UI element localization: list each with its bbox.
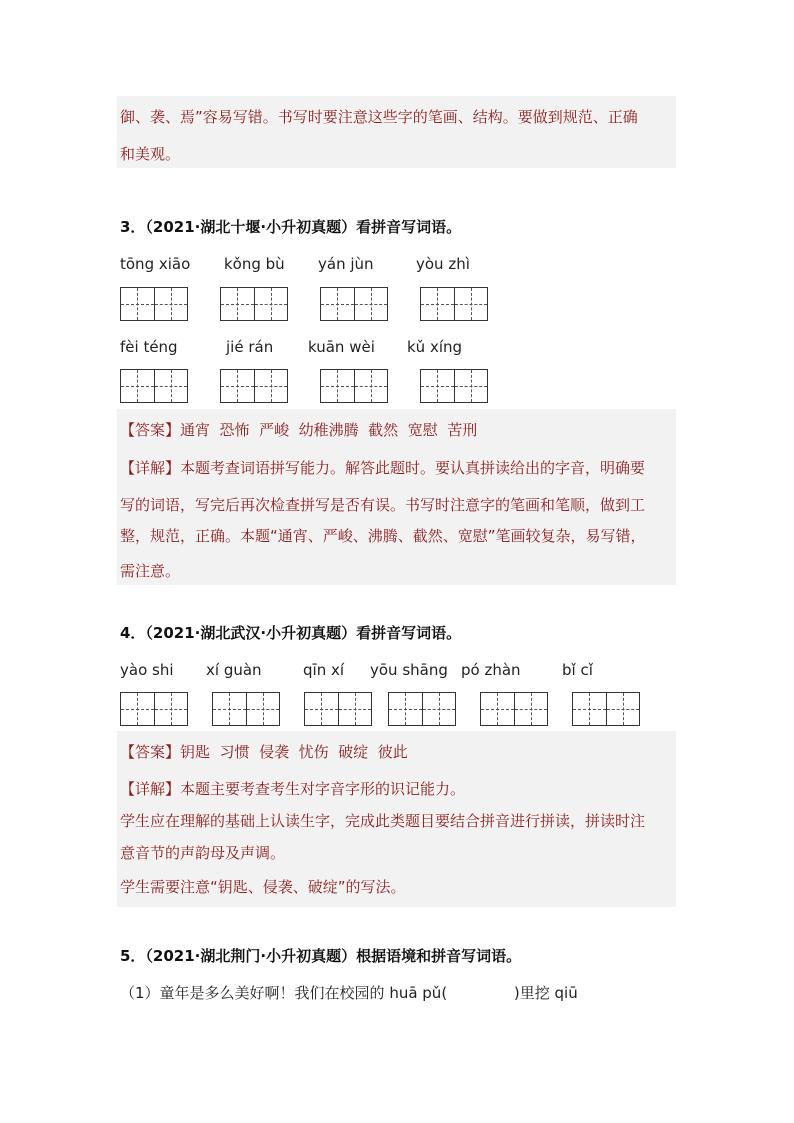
- pinyin-label: xí guàn: [206, 661, 262, 679]
- detail-line-3: 整，规范，正确。本题“通宵、严峻、沸腾、截然、宽慰”笔画较复杂，易写错，: [120, 527, 646, 545]
- detail-tag: 【详解】: [120, 459, 181, 477]
- detail-text: 本题考查词语拼写能力。解答此题时。要认真拼读给出的字音，明确要: [180, 459, 646, 477]
- pinyin-label: jié rán: [226, 338, 274, 356]
- continuation-line-1: 御、袭、焉”容易写错。书写时要注意这些字的笔画、结构。要做到规范、正确: [120, 108, 638, 126]
- continuation-line-2: 和美观。: [120, 145, 181, 163]
- character-grid[interactable]: [420, 287, 488, 321]
- character-grid[interactable]: [388, 692, 456, 726]
- detail-line-2: 学生应在理解的基础上认读生字，完成此类题目要结合拼音进行拼读，拼读时注: [120, 812, 646, 830]
- answer-tag: 【答案】: [120, 743, 181, 761]
- detail-text: 本题主要考查考生对字音字形的识记能力。: [180, 780, 466, 798]
- question-5-title: 5．（2021·湖北荆门·小升初真题）根据语境和拼音写词语。: [120, 947, 522, 965]
- pinyin-label: kuān wèi: [308, 338, 375, 356]
- answer-line: [120, 419, 477, 440]
- pinyin-label: kǔ xíng: [407, 338, 463, 356]
- pinyin-label: yòu zhì: [416, 255, 470, 273]
- pinyin-label: qīn xí: [303, 661, 345, 679]
- pinyin-label: yōu shāng: [370, 661, 448, 679]
- pinyin-label: yán jùn: [318, 255, 374, 273]
- detail-line-4: 学生需要注意“钥匙、侵袭、破绽”的写法。: [120, 878, 406, 896]
- detail-line-1: [120, 778, 465, 799]
- answer-text: 钥匙 习惯 侵袭 忧伤 破绽 彼此: [180, 743, 408, 761]
- character-grid[interactable]: [320, 369, 388, 403]
- pinyin-label: bǐ cǐ: [562, 661, 593, 679]
- answer-text: 通宵 恐怖 严峻 幼稚沸腾 截然 宽慰 苦刑: [180, 421, 478, 439]
- pinyin-label: kǒng bù: [224, 255, 285, 273]
- character-grid[interactable]: [120, 369, 188, 403]
- character-grid[interactable]: [420, 369, 488, 403]
- character-grid[interactable]: [480, 692, 548, 726]
- answer-tag: 【答案】: [120, 421, 181, 439]
- character-grid[interactable]: [220, 369, 288, 403]
- pinyin-label: yào shi: [120, 661, 174, 679]
- detail-line-3: 意音节的声韵母及声调。: [120, 844, 286, 862]
- character-grid[interactable]: [220, 287, 288, 321]
- detail-line-4: 需注意。: [120, 562, 181, 580]
- character-grid[interactable]: [572, 692, 640, 726]
- character-grid[interactable]: [212, 692, 280, 726]
- answer-line: [120, 741, 408, 762]
- character-grid[interactable]: [120, 287, 188, 321]
- pinyin-label: fèi téng: [120, 338, 178, 356]
- pinyin-label: tōng xiāo: [120, 255, 191, 273]
- detail-line-2: 写的词语，写完后再次检查拼写是否有误。书写时注意字的笔画和笔顺，做到工: [120, 496, 646, 514]
- character-grid[interactable]: [120, 692, 188, 726]
- question-5-line-1: （1）童年是多么美好啊！我们在校园的 huā pǔ( )里挖 qiū: [120, 984, 578, 1002]
- character-grid[interactable]: [304, 692, 372, 726]
- character-grid[interactable]: [320, 287, 388, 321]
- detail-tag: 【详解】: [120, 780, 181, 798]
- question-3-title: 3．（2021·湖北十堰·小升初真题）看拼音写词语。: [120, 218, 462, 236]
- pinyin-label: pó zhàn: [461, 661, 521, 679]
- question-4-title: 4．（2021·湖北武汉·小升初真题）看拼音写词语。: [120, 624, 462, 642]
- detail-line-1: [120, 457, 645, 478]
